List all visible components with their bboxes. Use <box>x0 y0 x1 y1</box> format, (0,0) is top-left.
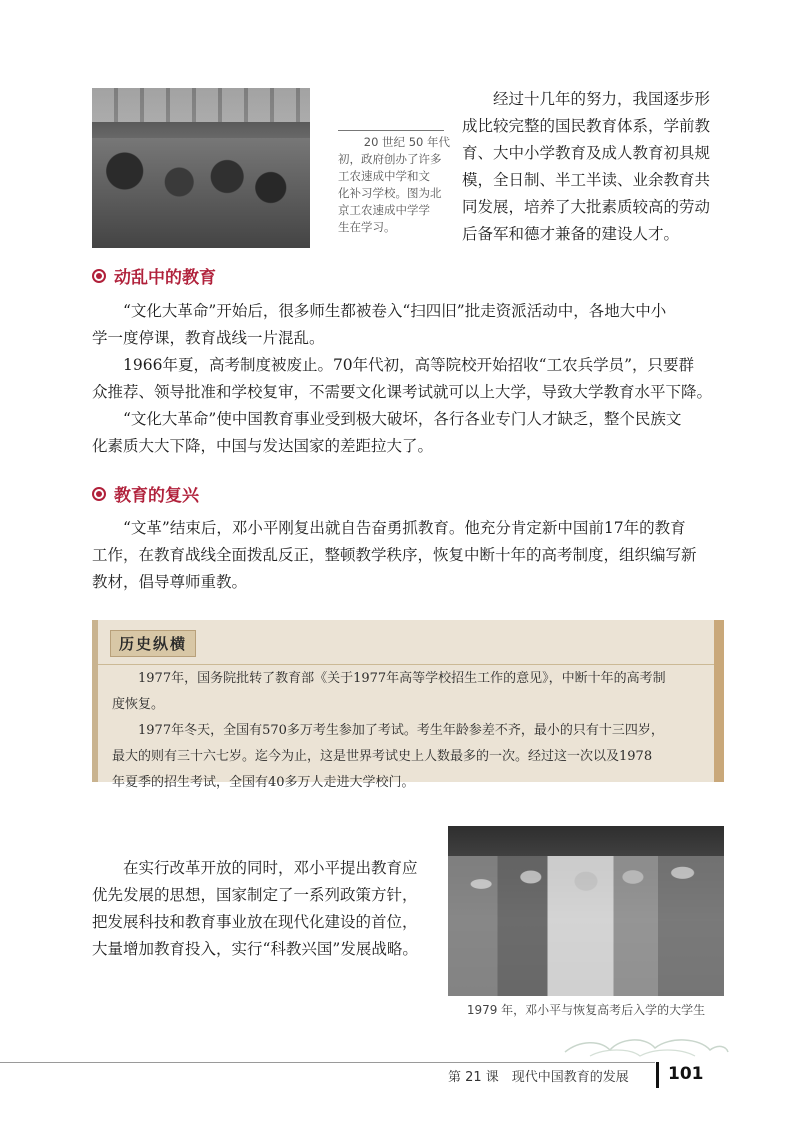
section-heading-revival <box>92 481 199 506</box>
text-line: 经过十几年的努力，我国逐步形 <box>493 90 711 108</box>
page-number: 101 <box>668 1064 704 1084</box>
box-line: 度恢复。 <box>112 697 165 712</box>
closing-paragraph <box>92 855 442 963</box>
box-line: 最大的则有三十六七岁。迄今为止，这是世界考试史上人数最多的一次。经过这一次以及1978 <box>112 749 653 764</box>
text-line: 大量增加教育投入，实行“科教兴国”发展战略。 <box>92 940 418 958</box>
section2-body <box>92 515 732 596</box>
text-line: 成比较完整的国民教育体系，学前教 <box>462 117 711 135</box>
paragraph <box>92 352 732 406</box>
text-line: 教材，倡导尊师重教。 <box>92 573 248 591</box>
bottom-photo-caption: 1979 年，邓小平与恢复高考后入学的大学生 <box>466 1003 706 1017</box>
section-heading-text: 教育的复兴 <box>114 486 199 506</box>
text-line: 在实行改革开放的同时，邓小平提出教育应 <box>123 859 418 877</box>
text-line: 后备军和德才兼备的建设人才。 <box>462 225 680 243</box>
text-line: 同发展，培养了大批素质较高的劳动 <box>462 198 711 216</box>
text-line: “文革”结束后，邓小平刚复出就自告奋勇抓教育。他充分肯定新中国前17年的教育 <box>123 519 686 537</box>
text-line: 优先发展的思想，国家制定了一系列政策方针， <box>92 886 418 904</box>
section1-body <box>92 298 732 460</box>
text-line: 把发展科技和教育事业放在现代化建设的首位， <box>92 913 418 931</box>
paragraph <box>92 298 732 352</box>
text-line: 化素质大大下降，中国与发达国家的差距拉大了。 <box>92 437 434 455</box>
text-line: 1966年夏，高考制度被废止。70年代初，高等院校开始招收“工农兵学员”，只要群 <box>123 356 695 374</box>
bullseye-icon <box>92 487 106 501</box>
caption-line: 初，政府创办了许多 <box>338 152 442 166</box>
text-line: “文化大革命”开始后，很多师生都被卷入“扫四旧”批走资派活动中，各地大中小 <box>123 302 667 320</box>
section-heading-turmoil <box>92 263 216 288</box>
text-line: 学一度停课，教育战线一片混乱。 <box>92 329 325 347</box>
footer-lesson-title: 第 21 课 现代中国教育的发展 <box>448 1070 629 1085</box>
bullseye-icon <box>92 269 106 283</box>
text-line: “文化大革命”使中国教育事业受到极大破坏，各行各业专门人才缺乏，整个民族文 <box>123 410 682 428</box>
caption-line: 京工农速成中学学 <box>338 203 430 217</box>
cloud-ornament <box>560 1030 730 1060</box>
text-line: 工作，在教育战线全面拨乱反正，整顿教学秩序，恢复中断十年的高考制度，组织编写新 <box>92 546 697 564</box>
box-line: 年夏季的招生考试，全国有40多万人走进大学校门。 <box>112 775 415 790</box>
text-line: 众推荐、领导批准和学校复审，不需要文化课考试就可以上大学，导致大学教育水平下降。 <box>92 383 713 401</box>
top-photo <box>92 88 310 248</box>
box-title: 历史纵横 <box>110 630 196 657</box>
caption-line: 化补习学校。图为北 <box>338 186 442 200</box>
box-line: 1977年冬天，全国有570多万考生参加了考试。考生年龄参差不齐，最小的只有十三四岁， <box>138 723 664 738</box>
bottom-photo <box>448 826 724 996</box>
text-line: 模，全日制、半工半读、业余教育共 <box>462 171 711 189</box>
top-photo-caption <box>338 134 450 236</box>
footer-rule <box>0 1062 655 1063</box>
section-heading-text: 动乱中的教育 <box>114 268 216 288</box>
intro-paragraph <box>462 86 742 248</box>
paragraph <box>92 406 732 460</box>
footer-divider <box>656 1062 659 1088</box>
caption-line: 生在学习。 <box>338 220 396 234</box>
text-line: 育、大中小学教育及成人教育初具规 <box>462 144 711 162</box>
history-box <box>92 620 724 790</box>
caption-line: 工农速成中学和文 <box>338 169 430 183</box>
box-body <box>112 666 712 796</box>
caption-line: 20 世纪 50 年代 <box>363 135 450 149</box>
box-line: 1977年，国务院批转了教育部《关于1977年高等学校招生工作的意见》，中断十年的高考制 <box>138 671 666 686</box>
box-rule <box>98 664 714 665</box>
caption-rule <box>338 130 444 131</box>
